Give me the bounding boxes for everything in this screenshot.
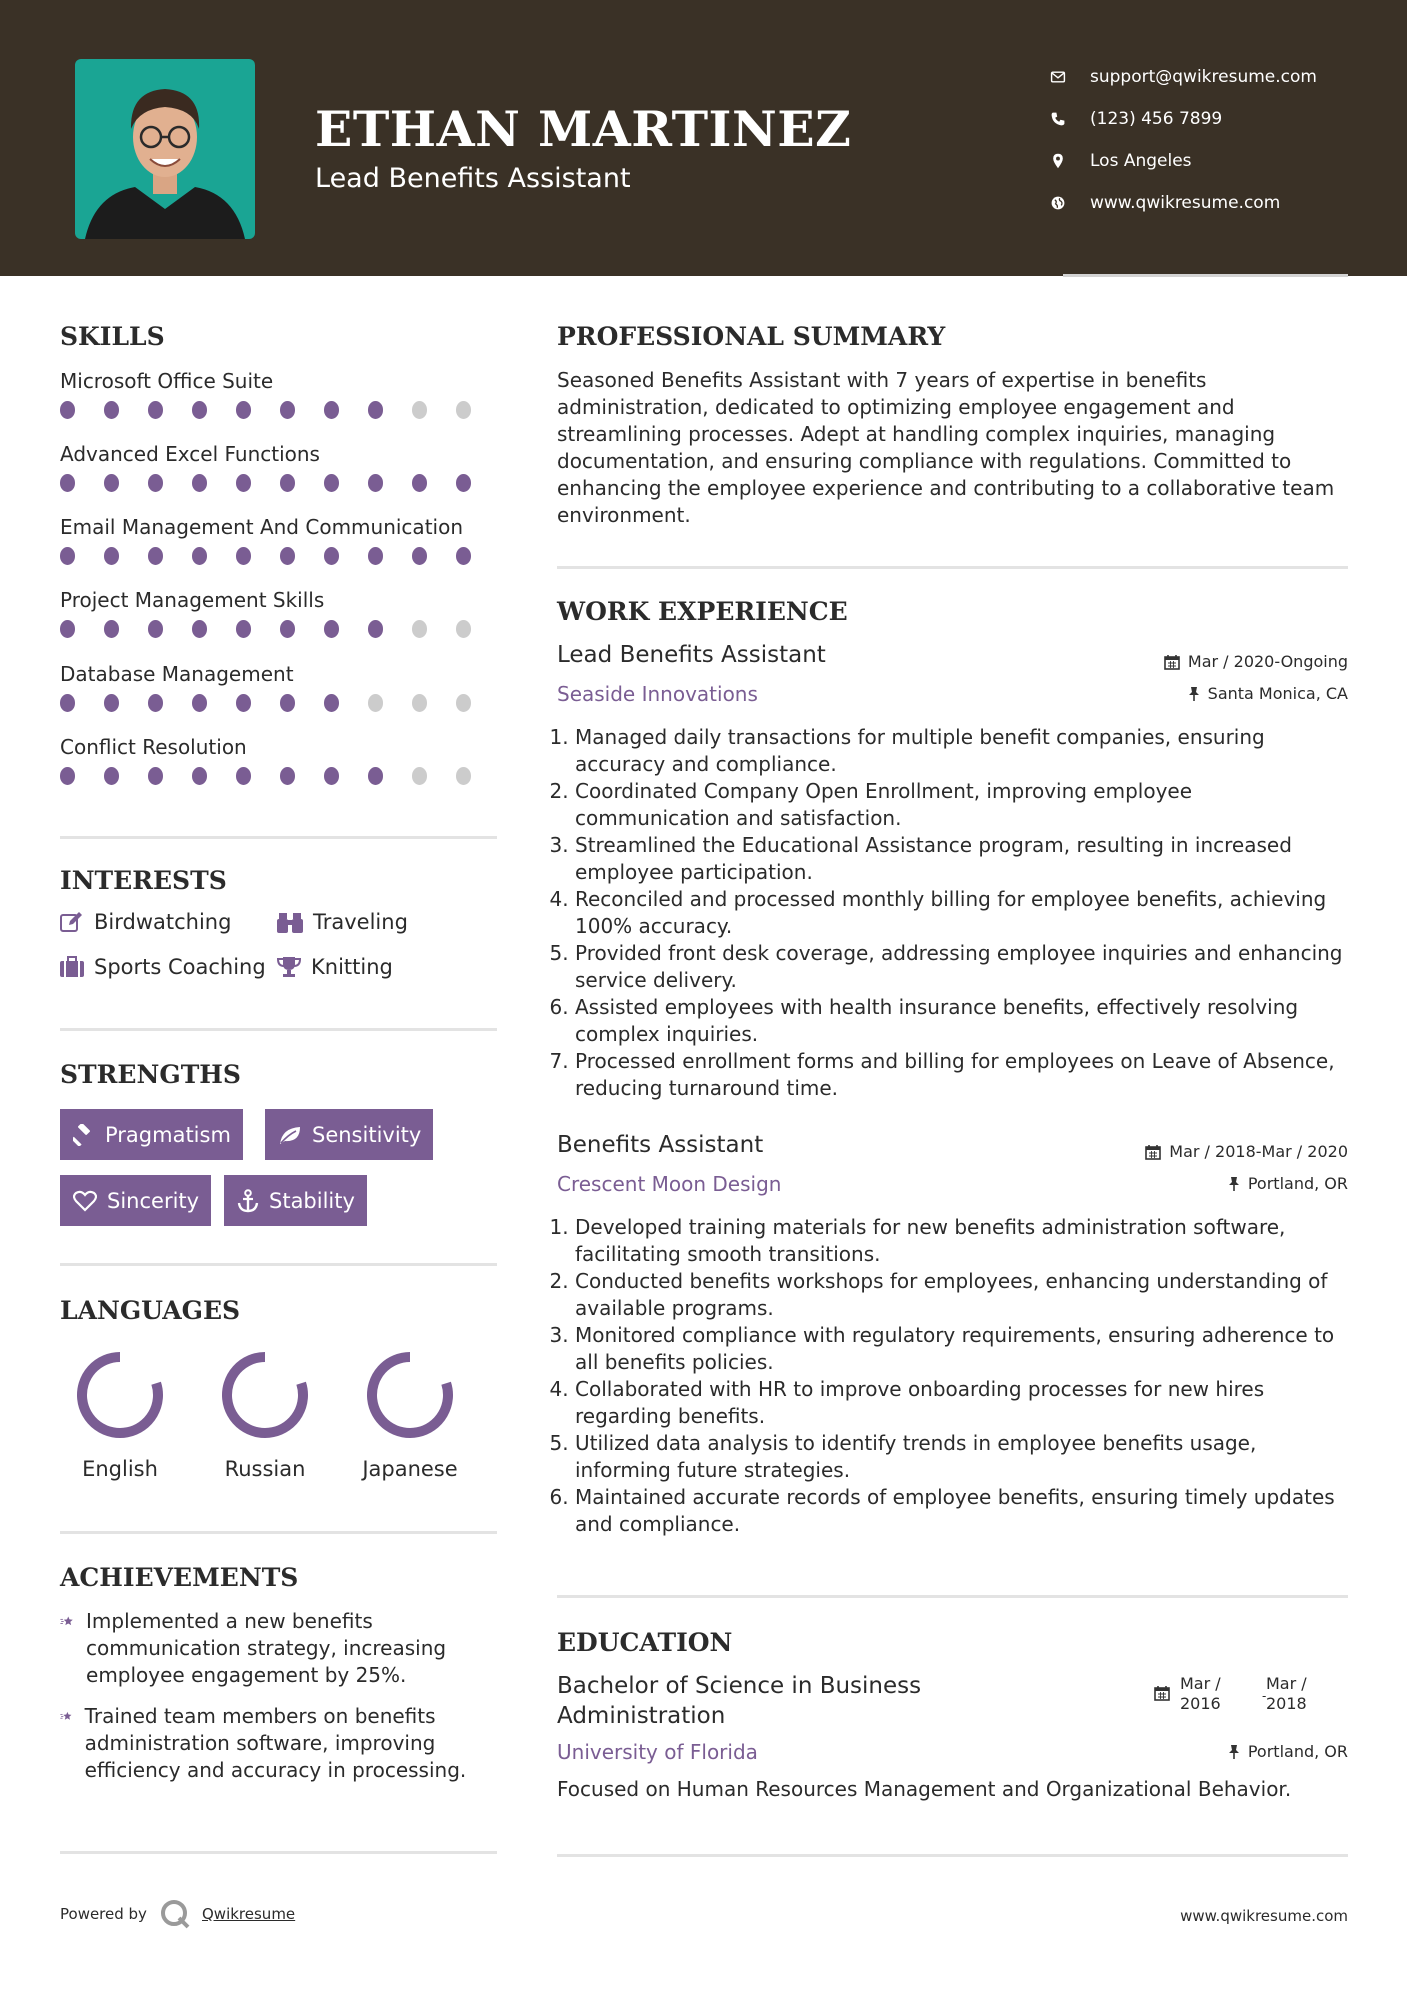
- pushpin-icon: [1188, 686, 1200, 702]
- achievement-item: [60, 1703, 490, 1784]
- contact-location: [1048, 140, 1378, 182]
- language-label: Japanese: [362, 1457, 458, 1481]
- skill-dot-empty: [412, 694, 427, 712]
- skill-dot-filled: [412, 547, 427, 565]
- strength-tag: [60, 1109, 243, 1160]
- job-dates-text: Mar / 2020-Ongoing: [1187, 652, 1348, 671]
- duty-item: 3. Streamlined the Educational Assistance program, resulting in increased employee participation.: [575, 832, 1347, 886]
- strength-label: Pragmatism: [105, 1122, 231, 1147]
- skill-dot-filled: [324, 620, 339, 638]
- strength-tag: [60, 1175, 211, 1226]
- calendar-icon: [1164, 654, 1180, 670]
- skill-dot-filled: [236, 401, 251, 419]
- contact-website-text: www.qwikresume.com: [1090, 193, 1281, 213]
- start-date-year: 2016: [1180, 1694, 1221, 1713]
- end-date: [1266, 1674, 1307, 1714]
- skill-item: [60, 511, 500, 565]
- skill-rating: [60, 694, 500, 712]
- skill-name: Advanced Excel Functions: [60, 442, 320, 466]
- duty-item: 7. Processed enrollment forms and billing for employees on Leave of Absence, reducing turnaround time.: [575, 1048, 1347, 1102]
- date-separator: -: [1262, 1689, 1267, 1703]
- skill-dot-filled: [60, 694, 75, 712]
- section-divider: [60, 1851, 497, 1854]
- job-dates: [1164, 652, 1348, 671]
- skill-item: [60, 438, 500, 492]
- calendar-icon: [1145, 1144, 1161, 1160]
- leaf-icon: [278, 1124, 302, 1146]
- skill-dot-filled: [148, 474, 163, 492]
- skill-dot-filled: [368, 401, 383, 419]
- section-divider: [557, 566, 1348, 569]
- skill-dot-filled: [60, 620, 75, 638]
- skills-heading: SKILLS: [60, 322, 165, 351]
- skill-dot-filled: [236, 767, 251, 785]
- school-name: University of Florida: [557, 1740, 758, 1764]
- edit-icon: [60, 911, 84, 933]
- skill-dot-filled: [104, 620, 119, 638]
- start-date-month: Mar /: [1180, 1674, 1221, 1693]
- section-divider: [557, 1595, 1348, 1598]
- interest-label: Sports Coaching: [94, 955, 266, 979]
- interest-label: Traveling: [313, 910, 408, 934]
- duty-item: 5. Utilized data analysis to identify trends in employee benefits usage, informing future strategies.: [575, 1430, 1347, 1484]
- summary-heading: PROFESSIONAL SUMMARY: [557, 322, 946, 351]
- strength-tag: [224, 1175, 367, 1226]
- strengths-heading: STRENGTHS: [60, 1060, 241, 1089]
- qwikresume-logo-icon: [158, 1897, 192, 1931]
- section-divider: [60, 1531, 497, 1534]
- contact-location-text: Los Angeles: [1090, 151, 1192, 171]
- education-location-text: Portland, OR: [1247, 1742, 1348, 1761]
- calendar-icon: [1154, 1685, 1170, 1701]
- skill-dot-filled: [280, 401, 295, 419]
- strength-label: Sensitivity: [312, 1122, 422, 1147]
- job-location: [1188, 684, 1348, 703]
- suitcase-icon: [60, 956, 84, 978]
- skill-dot-filled: [192, 620, 207, 638]
- skill-dot-filled: [104, 474, 119, 492]
- phone-icon: [1048, 111, 1068, 127]
- skill-item: [60, 365, 500, 419]
- skill-dot-empty: [456, 694, 471, 712]
- skill-dot-filled: [236, 474, 251, 492]
- education-heading: EDUCATION: [557, 1628, 733, 1657]
- contact-phone-text: (123) 456 7899: [1090, 109, 1223, 129]
- section-divider: [557, 1854, 1348, 1857]
- skill-dot-empty: [412, 767, 427, 785]
- skill-name: Email Management And Communication: [60, 515, 463, 539]
- skill-dot-filled: [192, 694, 207, 712]
- skill-dot-filled: [280, 547, 295, 565]
- footer-website-link[interactable]: www.qwikresume.com: [1180, 1907, 1348, 1925]
- achievements-heading: ACHIEVEMENTS: [60, 1563, 299, 1592]
- skill-dot-filled: [60, 547, 75, 565]
- skill-item: [60, 731, 500, 785]
- job-dates-text: Mar / 2018-Mar / 2020: [1169, 1142, 1348, 1161]
- job-dates: [1145, 1142, 1348, 1161]
- skill-dot-filled: [324, 767, 339, 785]
- skill-dot-filled: [368, 547, 383, 565]
- language-progress-ring: [215, 1345, 315, 1445]
- skill-dot-filled: [368, 474, 383, 492]
- summary-text: Seasoned Benefits Assistant with 7 years of expertise in benefits administration, dedicated to optimizing employee engagement and streamlining processes. Adept at handling complex inquiries, managing documentation, and ensuring compliance with regulations. Committed to enhancing the employee experience and contributing to a collaborative team environment.: [557, 368, 1335, 527]
- interest-item: [60, 910, 231, 934]
- skill-dot-filled: [280, 694, 295, 712]
- skill-dot-filled: [280, 767, 295, 785]
- language-item: [350, 1345, 470, 1481]
- skill-dot-filled: [104, 401, 119, 419]
- gavel-icon: [73, 1124, 95, 1146]
- page-footer: [60, 1897, 1348, 1933]
- skill-dot-empty: [412, 620, 427, 638]
- strength-tag: [265, 1109, 433, 1160]
- skill-dot-filled: [280, 620, 295, 638]
- skill-name: Conflict Resolution: [60, 735, 247, 759]
- company-name: Seaside Innovations: [557, 682, 758, 706]
- start-date: [1180, 1674, 1221, 1714]
- job-title: Lead Benefits Assistant: [557, 642, 826, 668]
- skill-dot-filled: [236, 694, 251, 712]
- strength-label: Stability: [269, 1188, 355, 1213]
- skill-dot-filled: [60, 474, 75, 492]
- envelope-icon: [1048, 69, 1068, 85]
- duty-item: 1. Developed training materials for new benefits administration software, facilitating smooth transitions.: [575, 1214, 1347, 1268]
- skill-dot-filled: [104, 767, 119, 785]
- anchor-icon: [237, 1189, 259, 1213]
- interest-item: [277, 955, 393, 979]
- skill-dot-filled: [412, 474, 427, 492]
- skill-rating: [60, 767, 500, 785]
- language-progress-ring: [70, 1345, 170, 1445]
- skill-dot-filled: [148, 694, 163, 712]
- section-divider: [60, 1263, 497, 1266]
- powered-by-label: Powered by: [60, 1905, 147, 1923]
- skill-item: [60, 658, 500, 712]
- contact-list: [1048, 56, 1378, 224]
- skill-dot-filled: [192, 547, 207, 565]
- skill-dot-filled: [60, 401, 75, 419]
- pushpin-icon: [1228, 1744, 1240, 1760]
- language-item: [205, 1345, 325, 1481]
- strength-label: Sincerity: [107, 1188, 200, 1213]
- heart-icon: [73, 1190, 97, 1212]
- achievement-item: [60, 1608, 490, 1689]
- education-location: [1228, 1742, 1348, 1761]
- interest-item: [277, 910, 408, 934]
- map-pin-icon: [1048, 153, 1068, 169]
- language-item: [60, 1345, 180, 1481]
- interests-heading: INTERESTS: [60, 866, 227, 895]
- skill-dot-filled: [236, 620, 251, 638]
- skill-dot-filled: [192, 401, 207, 419]
- job-duties: [557, 724, 1347, 1102]
- skill-dot-filled: [456, 474, 471, 492]
- job-location-text: Portland, OR: [1247, 1174, 1348, 1193]
- skill-rating: [60, 620, 500, 638]
- skill-dot-filled: [280, 474, 295, 492]
- skill-name: Database Management: [60, 662, 294, 686]
- skill-dot-empty: [368, 694, 383, 712]
- skill-dot-filled: [324, 401, 339, 419]
- degree-line: Administration: [557, 1703, 726, 1729]
- candidate-role: Lead Benefits Assistant: [315, 163, 631, 194]
- skill-dot-filled: [60, 767, 75, 785]
- skill-dot-empty: [456, 767, 471, 785]
- job-duties: [557, 1214, 1347, 1538]
- skill-dot-filled: [104, 694, 119, 712]
- resume-header: [0, 0, 1407, 276]
- job-location-text: Santa Monica, CA: [1207, 684, 1348, 703]
- skill-dot-filled: [148, 547, 163, 565]
- shooting-star-icon: [60, 1703, 73, 1729]
- skill-dot-filled: [368, 620, 383, 638]
- skill-name: Project Management Skills: [60, 588, 325, 612]
- duty-item: 4. Reconciled and processed monthly billing for employee benefits, achieving 100% accuracy.: [575, 886, 1347, 940]
- duty-item: 5. Provided front desk coverage, addressing employee inquiries and enhancing service delivery.: [575, 940, 1347, 994]
- job-location: [1228, 1174, 1348, 1193]
- degree-title: [557, 1671, 921, 1731]
- trophy-icon: [277, 956, 301, 978]
- skill-rating: [60, 401, 500, 419]
- duty-item: 6. Maintained accurate records of employee benefits, ensuring timely updates and compliance.: [575, 1484, 1347, 1538]
- skill-dot-filled: [456, 547, 471, 565]
- experience-heading: WORK EXPERIENCE: [557, 597, 848, 626]
- section-divider: [60, 836, 497, 839]
- section-divider: [60, 1028, 497, 1031]
- company-name: Crescent Moon Design: [557, 1172, 782, 1196]
- interest-label: Knitting: [311, 955, 393, 979]
- skill-dot-filled: [324, 547, 339, 565]
- skill-name: Microsoft Office Suite: [60, 369, 274, 393]
- languages-heading: LANGUAGES: [60, 1296, 241, 1325]
- skill-rating: [60, 474, 500, 492]
- language-progress-ring: [360, 1345, 460, 1445]
- qwikresume-link[interactable]: Qwikresume: [202, 1905, 296, 1923]
- candidate-name: ETHAN MARTINEZ: [315, 100, 852, 158]
- header-divider: [1063, 274, 1348, 277]
- skill-dot-filled: [192, 474, 207, 492]
- duty-item: 4. Collaborated with HR to improve onboarding processes for new hires regarding benefits.: [575, 1376, 1347, 1430]
- end-date-year: 2018: [1266, 1694, 1307, 1713]
- contact-email-text: support@qwikresume.com: [1090, 67, 1317, 87]
- language-label: English: [82, 1457, 158, 1481]
- shooting-star-icon: [60, 1608, 74, 1634]
- duty-item: 3. Monitored compliance with regulatory requirements, ensuring adherence to all benefits policies.: [575, 1322, 1347, 1376]
- skill-dot-filled: [324, 474, 339, 492]
- skill-dot-filled: [148, 767, 163, 785]
- language-label: Russian: [224, 1457, 306, 1481]
- skill-rating: [60, 547, 500, 565]
- skill-dot-filled: [192, 767, 207, 785]
- globe-icon: [1048, 195, 1068, 211]
- skill-dot-filled: [148, 620, 163, 638]
- skill-dot-filled: [324, 694, 339, 712]
- duty-item: 6. Assisted employees with health insurance benefits, effectively resolving complex inquiries.: [575, 994, 1347, 1048]
- education-dates: [1154, 1674, 1354, 1716]
- skill-item: [60, 584, 500, 638]
- contact-phone[interactable]: [1048, 98, 1378, 140]
- contact-website[interactable]: [1048, 182, 1378, 224]
- skill-dot-empty: [456, 620, 471, 638]
- interest-label: Birdwatching: [94, 910, 232, 934]
- skill-dot-empty: [456, 401, 471, 419]
- achievement-text: Implemented a new benefits communication strategy, increasing employee engagement by 25%.: [86, 1609, 447, 1687]
- job-title: Benefits Assistant: [557, 1132, 764, 1158]
- end-date-month: Mar /: [1266, 1674, 1307, 1693]
- contact-email[interactable]: [1048, 56, 1378, 98]
- pushpin-icon: [1228, 1176, 1240, 1192]
- duty-item: 1. Managed daily transactions for multiple benefit companies, ensuring accuracy and compliance.: [575, 724, 1347, 778]
- interest-item: [60, 955, 266, 979]
- degree-line: Bachelor of Science in Business: [557, 1673, 922, 1699]
- person-portrait-icon: [75, 59, 255, 239]
- duty-item: 2. Coordinated Company Open Enrollment, improving employee communication and satisfaction.: [575, 778, 1347, 832]
- education-description: Focused on Human Resources Management and Organizational Behavior.: [557, 1777, 1292, 1801]
- profile-photo: [75, 59, 255, 239]
- skill-dot-filled: [368, 767, 383, 785]
- skill-dot-filled: [148, 401, 163, 419]
- skill-dot-empty: [412, 401, 427, 419]
- skill-dot-filled: [104, 547, 119, 565]
- binoculars-icon: [277, 911, 303, 933]
- skill-dot-filled: [236, 547, 251, 565]
- duty-item: 2. Conducted benefits workshops for employees, enhancing understanding of available programs.: [575, 1268, 1347, 1322]
- achievement-text: Trained team members on benefits administration software, improving efficiency and accuracy in processing.: [84, 1704, 467, 1782]
